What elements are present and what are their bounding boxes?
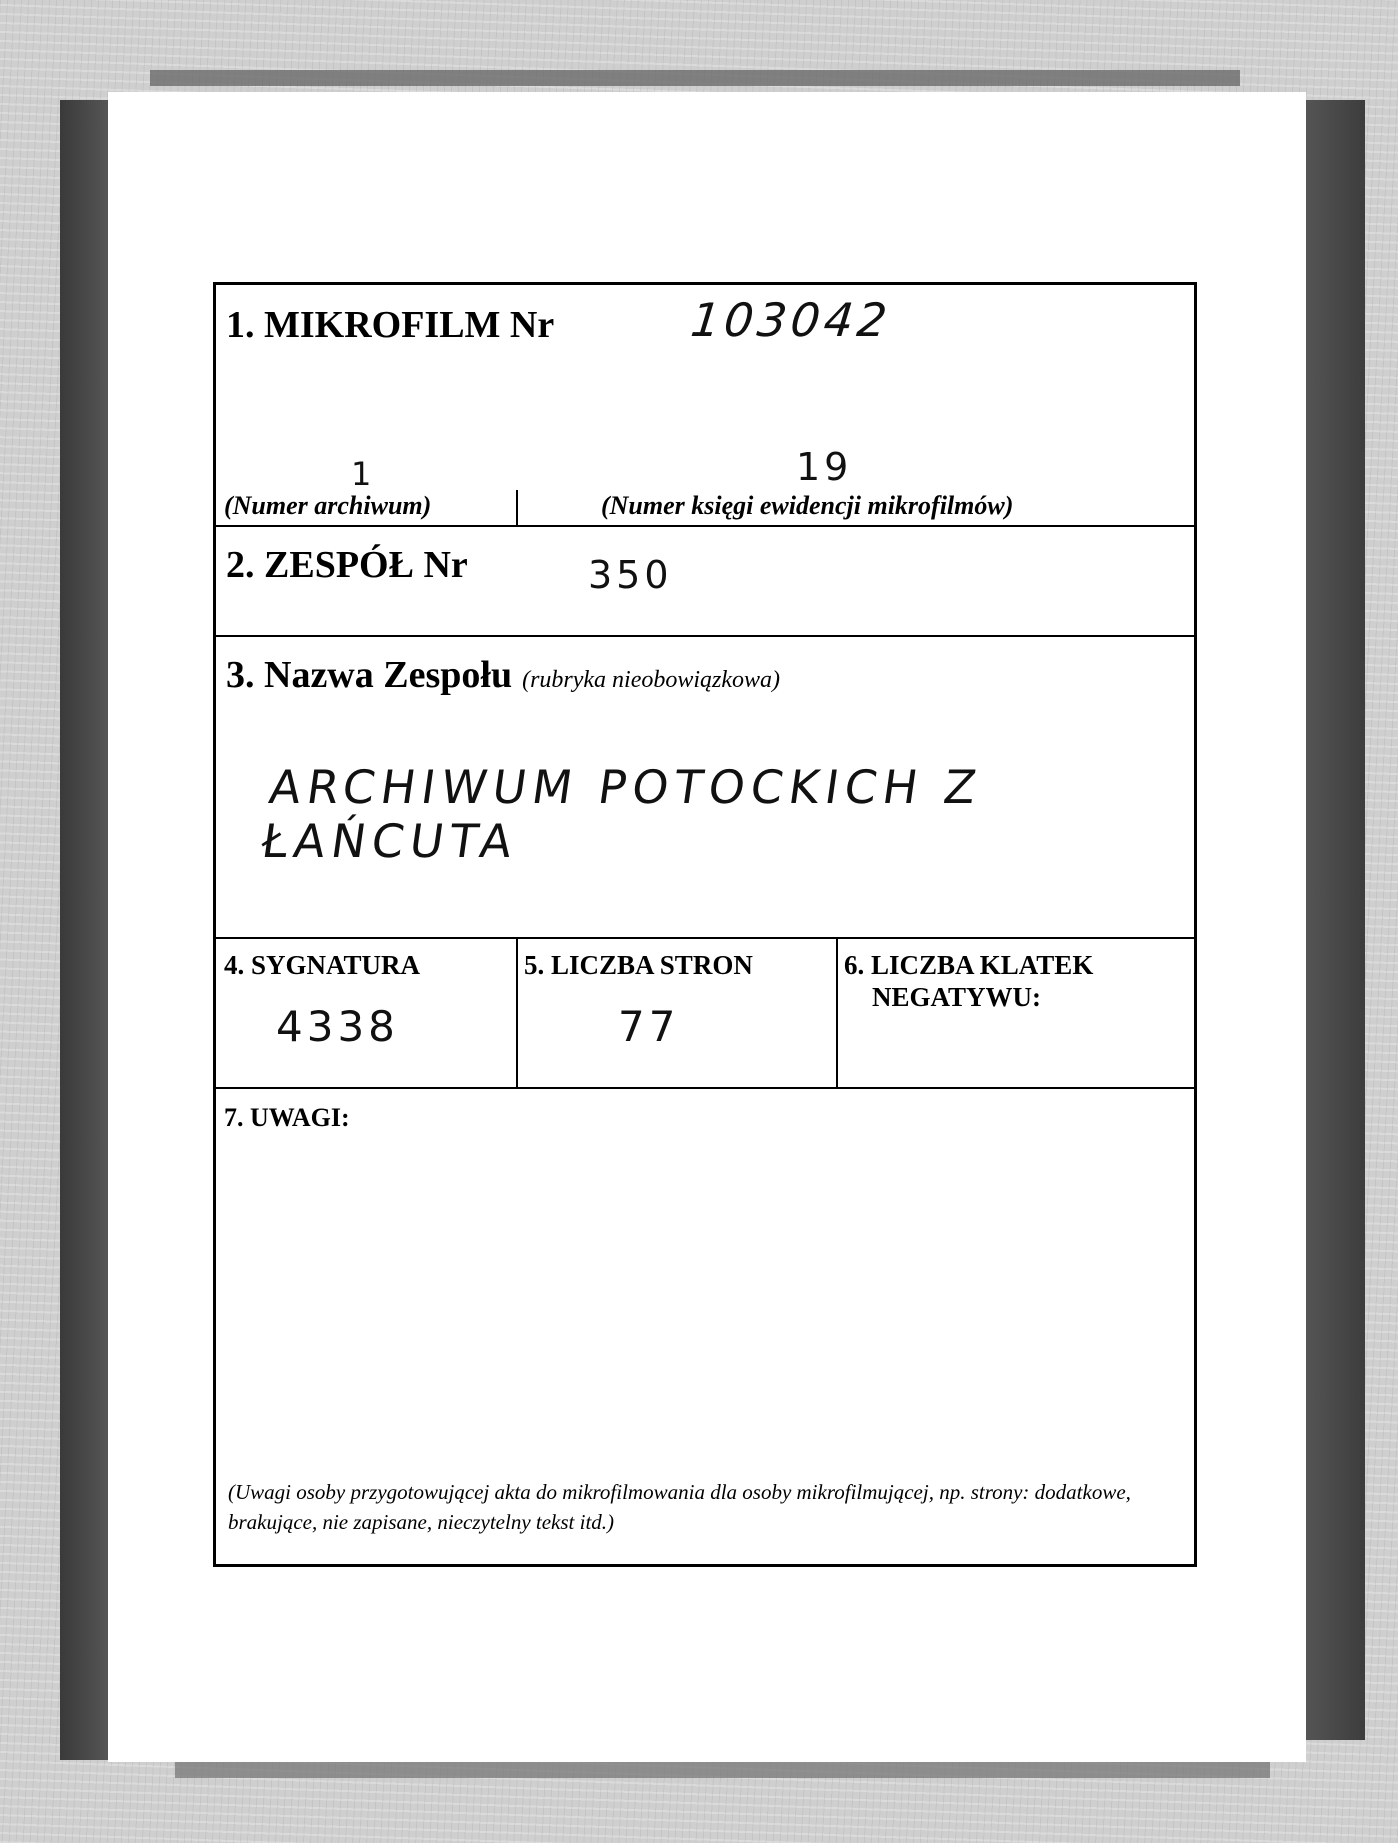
section-fonds-number	[216, 525, 1194, 637]
page-count-value: 77	[618, 1002, 680, 1051]
section-remarks	[216, 1087, 1194, 1567]
remarks-label: 7. UWAGI:	[224, 1103, 350, 1132]
fonds-name-label	[226, 653, 780, 697]
archive-number-value: 1	[351, 455, 376, 493]
page-count-cell	[516, 937, 838, 1087]
fonds-name-value: ARCHIWUM POTOCKICH Z ŁAŃCUTA	[258, 760, 986, 868]
negative-frames-label-line2: NEGATYWU:	[872, 982, 1042, 1012]
register-number-value: 19	[796, 445, 853, 489]
fonds-number-label: 2. ZESPÓŁ Nr	[226, 544, 468, 586]
signature-label: 4. SYGNATURA	[224, 950, 421, 980]
negative-frames-cell	[836, 937, 1194, 1087]
page-count-label: 5. LICZBA STRON	[524, 950, 753, 980]
remarks-note: (Uwagi osoby przygotowującej akta do mikrofilmowania dla osoby mikrofilmującej, np. strony: dodatkowe, brakujące, nie zapisane, nieczytelny tekst itd.)	[228, 1480, 1131, 1534]
caption-divider	[516, 490, 518, 525]
negative-frames-label	[844, 949, 1093, 1013]
signature-cell	[216, 937, 518, 1087]
section-details	[216, 937, 1194, 1089]
signature-value: 4338	[276, 1002, 399, 1051]
microfilm-number-label: 1. MIKROFILM Nr	[226, 304, 555, 346]
microfilm-form	[213, 282, 1197, 1567]
section-fonds-name	[216, 635, 1194, 939]
archive-number-caption: (Numer archiwum)	[224, 491, 432, 520]
fonds-name-label-text: 3. Nazwa Zespołu	[226, 654, 513, 696]
scan-left-edge	[60, 100, 108, 1760]
microfilm-number-value: 103042	[688, 293, 894, 347]
section-microfilm-number	[216, 285, 1194, 527]
register-number-caption: (Numer księgi ewidencji mikrofilmów)	[601, 491, 1014, 520]
scan-top-shadow	[150, 70, 1240, 86]
fonds-name-note: (rubryka nieobowiązkowa)	[522, 667, 781, 693]
fonds-number-value: 350	[588, 553, 673, 597]
negative-frames-label-line1: 6. LICZBA KLATEK	[844, 950, 1094, 980]
scan-right-edge	[1305, 100, 1365, 1740]
